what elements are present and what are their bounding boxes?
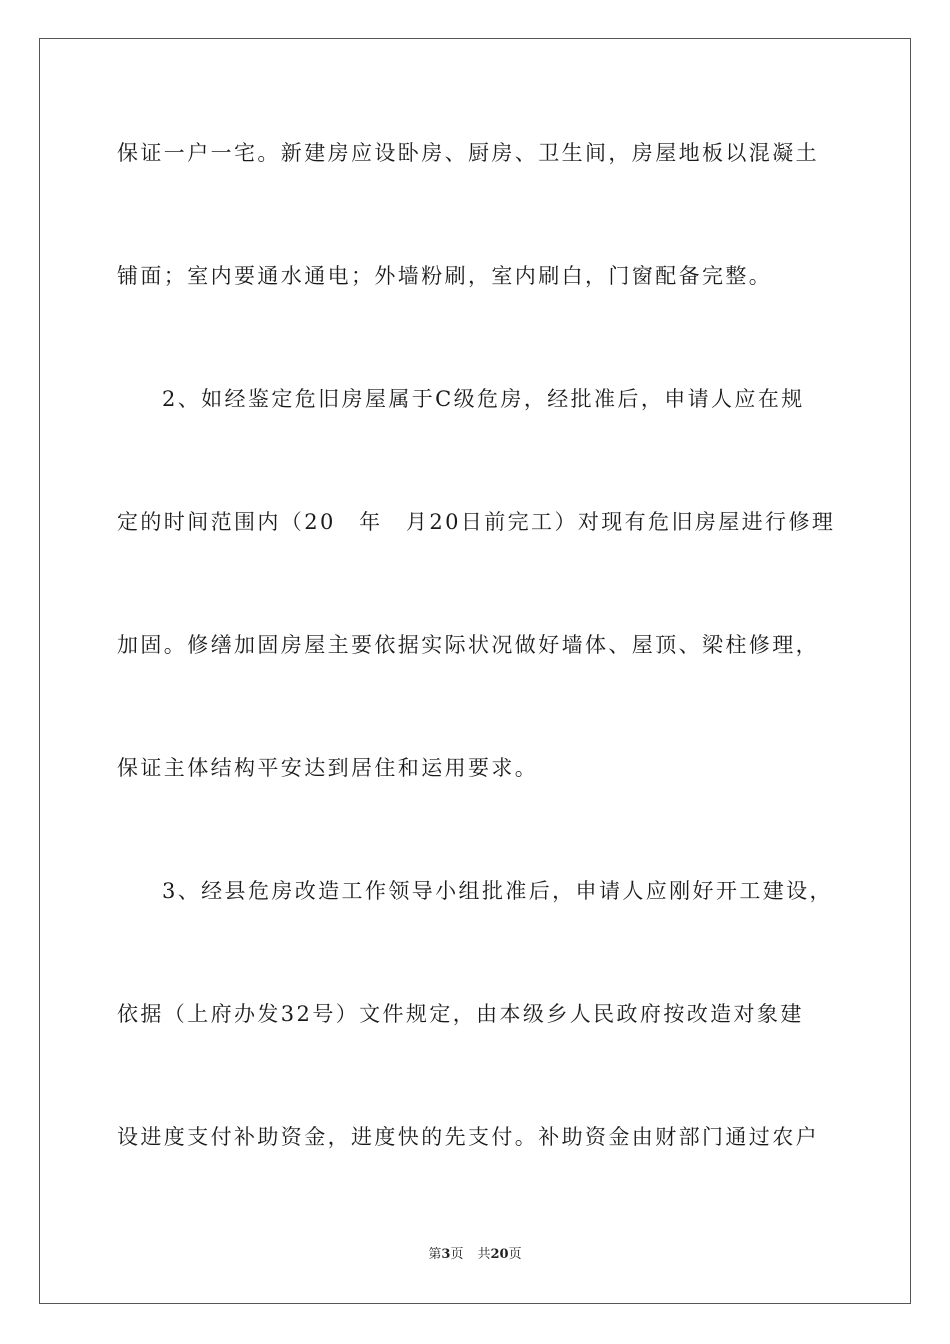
body-line-4: 定的时间范围内（20 年 月20日前完工）对现有危旧房屋进行修理 — [117, 510, 836, 534]
footer-page-prefix: 第 — [428, 1247, 442, 1262]
footer-page-current: 3 — [441, 1247, 451, 1262]
footer-page-total: 20 — [490, 1247, 509, 1262]
body-line-9: 设进度支付补助资金，进度快的先支付。补助资金由财部门通过农户 — [117, 1125, 819, 1149]
page-footer — [0, 1246, 950, 1264]
footer-page-suffix: 页 — [450, 1247, 464, 1262]
body-line-1: 保证一户一宅。新建房应设卧房、厨房、卫生间，房屋地板以混凝土 — [117, 141, 819, 165]
page-border — [39, 38, 911, 1304]
body-line-7: 3、经县危房改造工作领导小组批准后，申请人应刚好开工建设， — [162, 879, 833, 903]
footer-total-prefix: 共 — [477, 1247, 491, 1262]
body-line-8: 依据（上府办发32号）文件规定，由本级乡人民政府按改造对象建 — [117, 1002, 804, 1026]
body-line-2: 铺面；室内要通水通电；外墙粉刷，室内刷白，门窗配备完整。 — [117, 264, 773, 288]
body-line-3: 2、如经鉴定危旧房屋属于C级危房，经批准后，申请人应在规 — [162, 387, 805, 411]
body-line-5: 加固。修缮加固房屋主要依据实际状况做好墙体、屋顶、梁柱修理， — [117, 633, 819, 657]
footer-total-suffix: 页 — [508, 1247, 522, 1262]
body-line-6: 保证主体结构平安达到居住和运用要求。 — [117, 756, 539, 780]
